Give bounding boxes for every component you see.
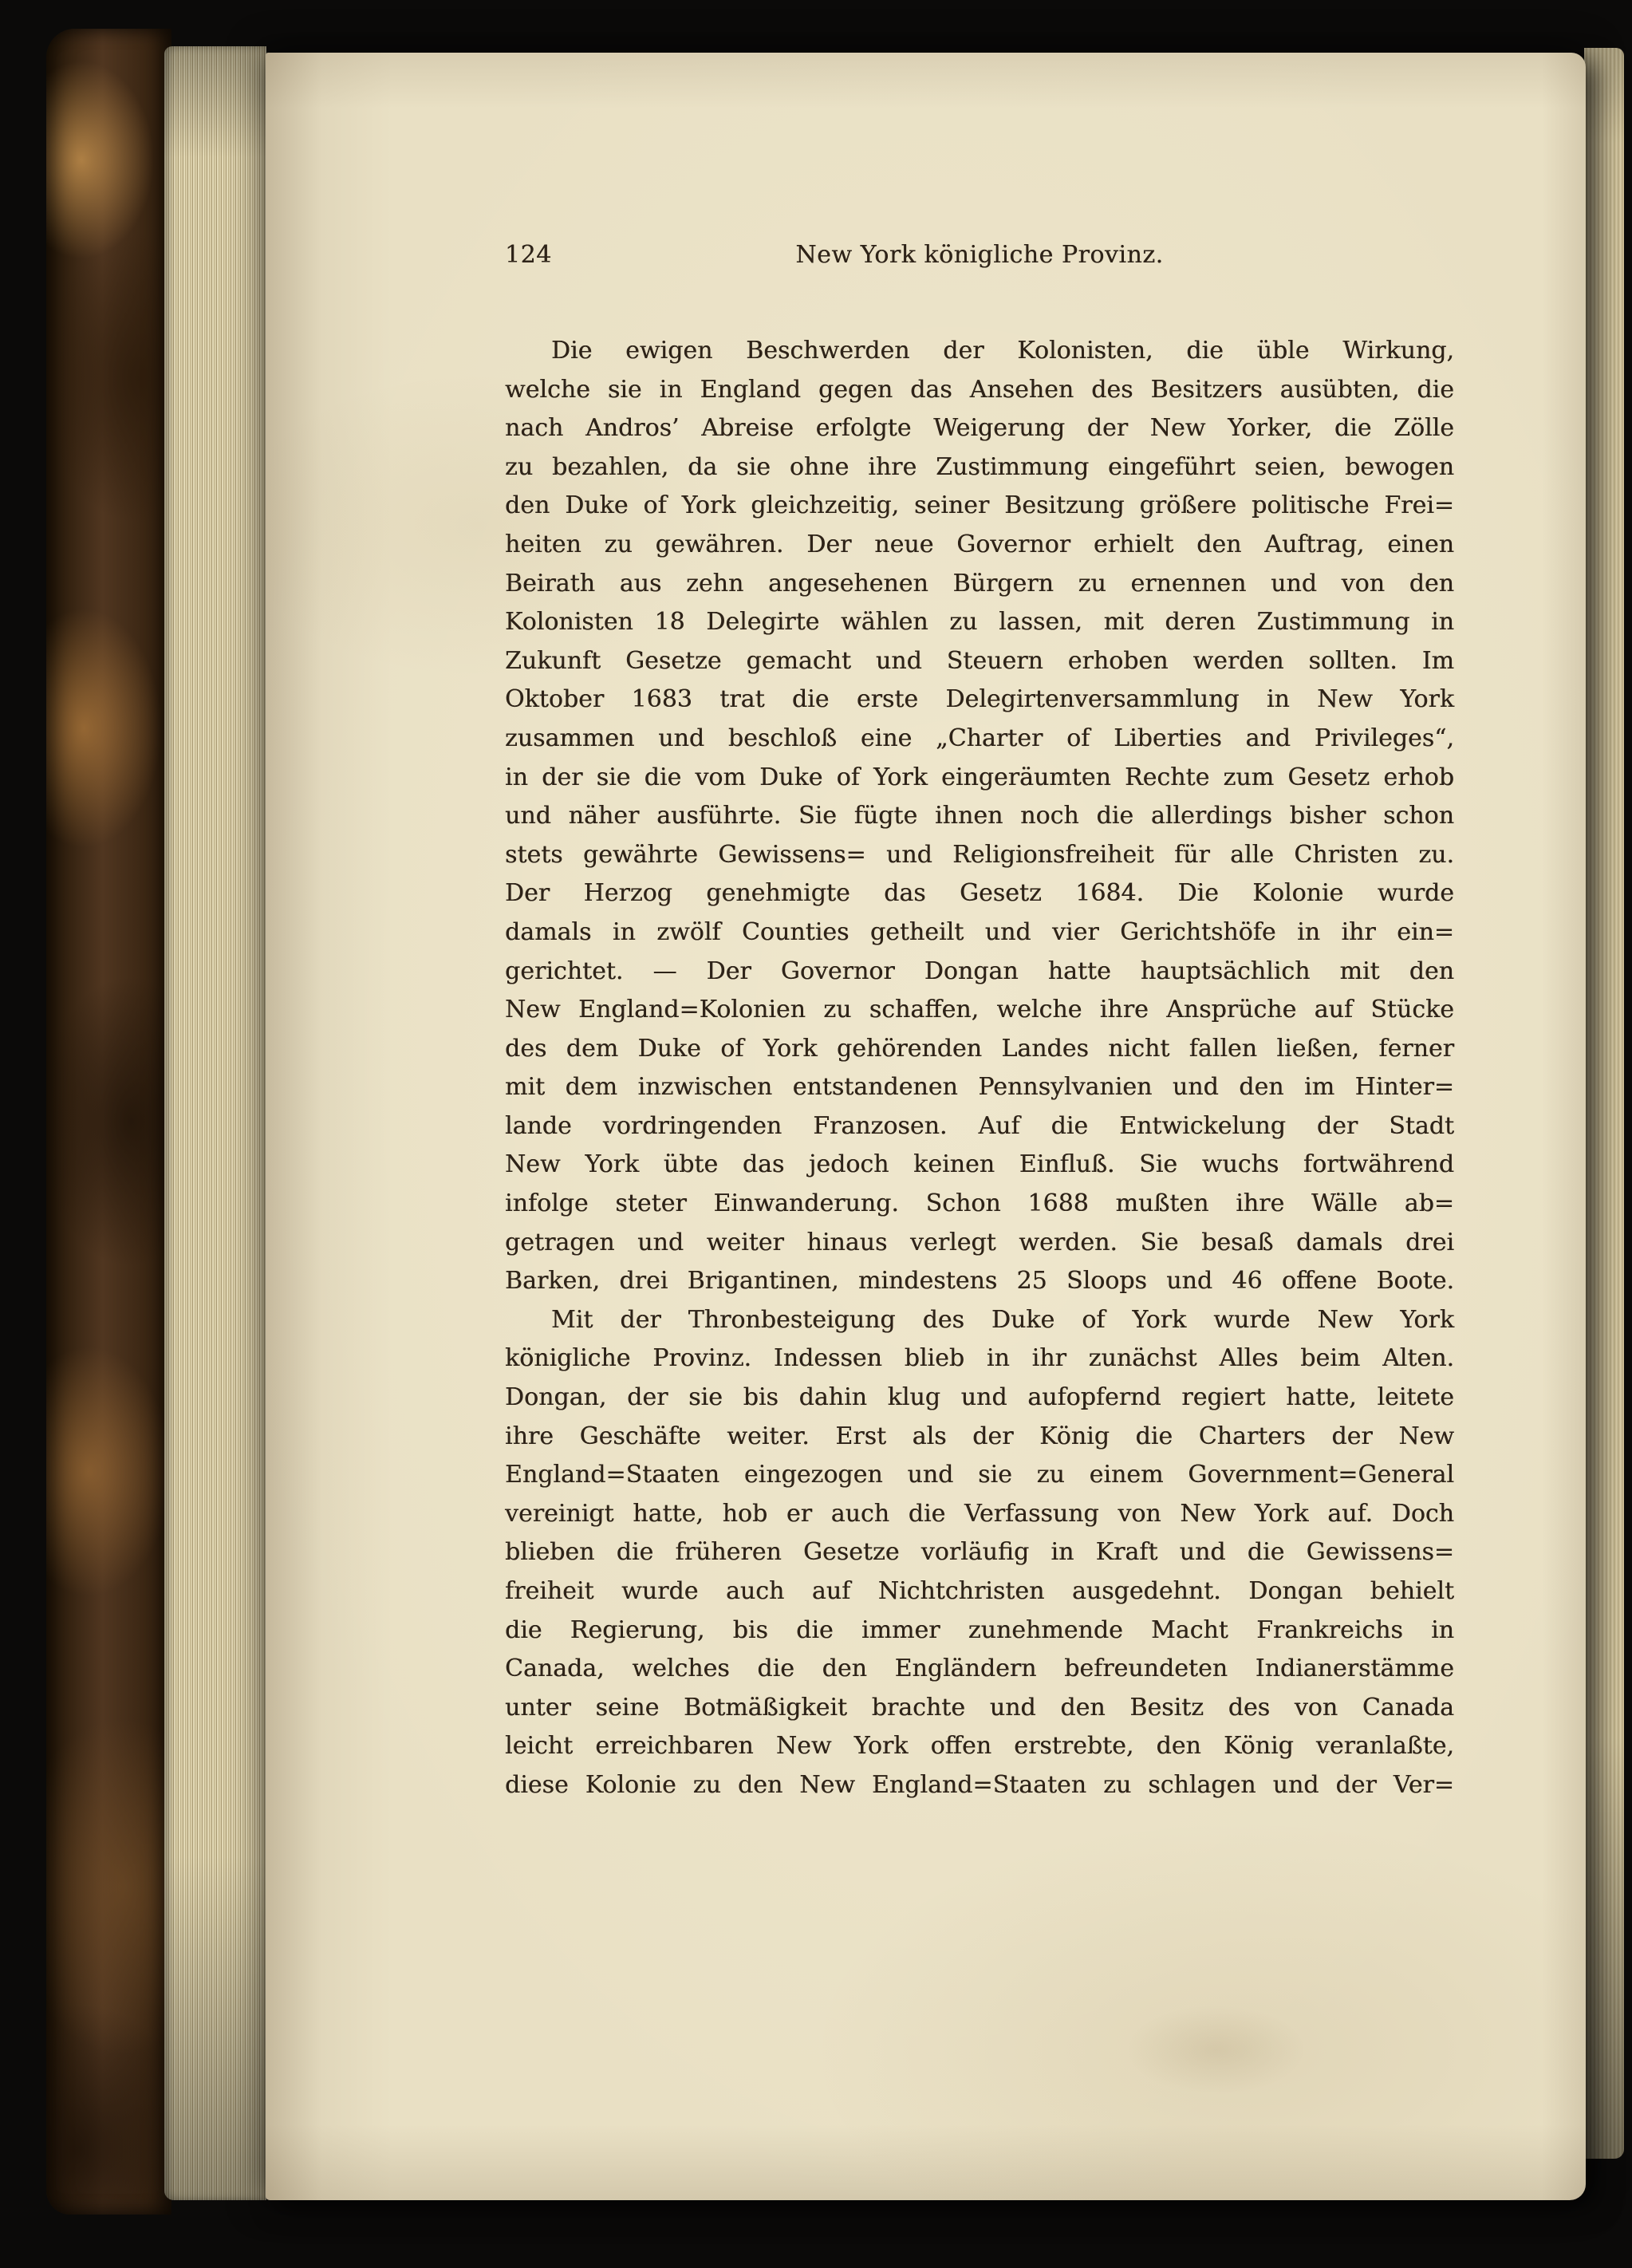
text-line: Dongan, der sie bis dahin klug und aufopfernd regiert hatte, leitete xyxy=(505,1383,1454,1412)
text-line: die Regierung, bis die immer zunehmende Macht Frankreichs in xyxy=(505,1615,1454,1644)
text-line: des dem Duke of York gehörenden Landes nicht fallen ließen, ferner xyxy=(505,1034,1454,1063)
text-line: in der sie die vom Duke of York eingeräumten Rechte zum Gesetz erhob xyxy=(505,763,1454,791)
text-line: leicht erreichbaren New York offen erstrebte, den König veranlaßte, xyxy=(505,1732,1454,1761)
text-line: Oktober 1683 trat die erste Delegirtenversammlung in New York xyxy=(505,685,1454,714)
paragraph-2 xyxy=(505,1301,1454,1805)
text-line: mit dem inzwischen entstandenen Pennsylvanien und den im Hinter= xyxy=(505,1073,1454,1102)
text-line: blieben die früheren Gesetze vorläufig in Kraft und die Gewissens= xyxy=(505,1538,1454,1567)
text-line: Mit der Thronbesteigung des Duke of York wurde New York xyxy=(551,1305,1454,1334)
text-line: unter seine Botmäßigkeit brachte und den Besitz des von Canada xyxy=(505,1693,1454,1722)
text-line: Beirath aus zehn angesehenen Bürgern zu ernennen und von den xyxy=(505,569,1454,598)
paragraph-1 xyxy=(505,332,1454,1301)
text-line: Zukunft Gesetze gemacht und Steuern erhoben werden sollten. Im xyxy=(505,646,1454,675)
text-line: getragen und weiter hinaus verlegt werden. Sie besaß damals drei xyxy=(505,1228,1454,1256)
page-body xyxy=(505,332,1454,1805)
text-line: nach Andros’ Abreise erfolgte Weigerung der New Yorker, die Zölle xyxy=(505,414,1454,443)
text-line: vereinigt hatte, hob er auch die Verfassung von New York auf. Doch xyxy=(505,1499,1454,1528)
text-line: infolge steter Einwanderung. Schon 1688 mußten ihre Wälle ab= xyxy=(505,1189,1454,1218)
text-line: Die ewigen Beschwerden der Kolonisten, die üble Wirkung, xyxy=(551,337,1454,365)
text-line: zusammen und beschloß eine „Charter of Liberties and Privileges“, xyxy=(505,724,1454,752)
text-line: stets gewährte Gewissens= und Religionsfreiheit für alle Christen zu. xyxy=(505,840,1454,869)
text-line: Canada, welches die den Engländern befreundeten Indianerstämme xyxy=(505,1655,1454,1683)
text-line: Kolonisten 18 Delegirte wählen zu lassen, mit deren Zustimmung in xyxy=(505,608,1454,637)
left-page-edge-stack xyxy=(164,46,266,2200)
text-line: und näher ausführte. Sie fügte ihnen noch die allerdings bisher schon xyxy=(505,802,1454,830)
text-line: heiten zu gewähren. Der neue Governor erhielt den Auftrag, einen xyxy=(505,530,1454,558)
text-line: Der Herzog genehmigte das Gesetz 1684. Die Kolonie wurde xyxy=(505,879,1454,908)
running-title: New York königliche Provinz. xyxy=(795,241,1164,269)
text-line: damals in zwölf Counties getheilt und vier Gerichtshöfe in ihr ein= xyxy=(505,917,1454,946)
text-line: ihre Geschäfte weiter. Erst als der König die Charters der New xyxy=(505,1422,1454,1450)
text-line: diese Kolonie zu den New England=Staaten zu schlagen und der Ver= xyxy=(505,1770,1454,1799)
text-line: gerichtet. — Der Governor Dongan hatte hauptsächlich mit den xyxy=(505,957,1454,985)
text-line: England=Staaten eingezogen und sie zu einem Government=General xyxy=(505,1461,1454,1489)
text-line: New York übte das jedoch keinen Einfluß. Sie wuchs fortwährend xyxy=(505,1150,1454,1179)
text-line: freiheit wurde auch auf Nichtchristen ausgedehnt. Dongan behielt xyxy=(505,1577,1454,1605)
text-line: lande vordringenden Franzosen. Auf die Entwickelung der Stadt xyxy=(505,1111,1454,1140)
right-page-edge-stack xyxy=(1584,48,1624,2159)
text-line: New England=Kolonien zu schaffen, welche ihre Ansprüche auf Stücke xyxy=(505,996,1454,1024)
text-line: den Duke of York gleichzeitig, seiner Besitzung größere politische Frei= xyxy=(505,491,1454,520)
book-page xyxy=(266,53,1586,2200)
printed-text-area xyxy=(505,238,1454,1805)
running-header xyxy=(505,238,1454,273)
book-spine xyxy=(46,29,171,2215)
text-line: königliche Provinz. Indessen blieb in ihr zunächst Alles beim Alten. xyxy=(505,1344,1454,1373)
text-line: welche sie in England gegen das Ansehen des Besitzers ausübten, die xyxy=(505,375,1454,404)
text-line: zu bezahlen, da sie ohne ihre Zustimmung eingeführt seien, bewogen xyxy=(505,452,1454,481)
text-line: Barken, drei Brigantinen, mindestens 25 Sloops und 46 offene Boote. xyxy=(505,1267,1454,1296)
page-number: 124 xyxy=(505,241,552,269)
